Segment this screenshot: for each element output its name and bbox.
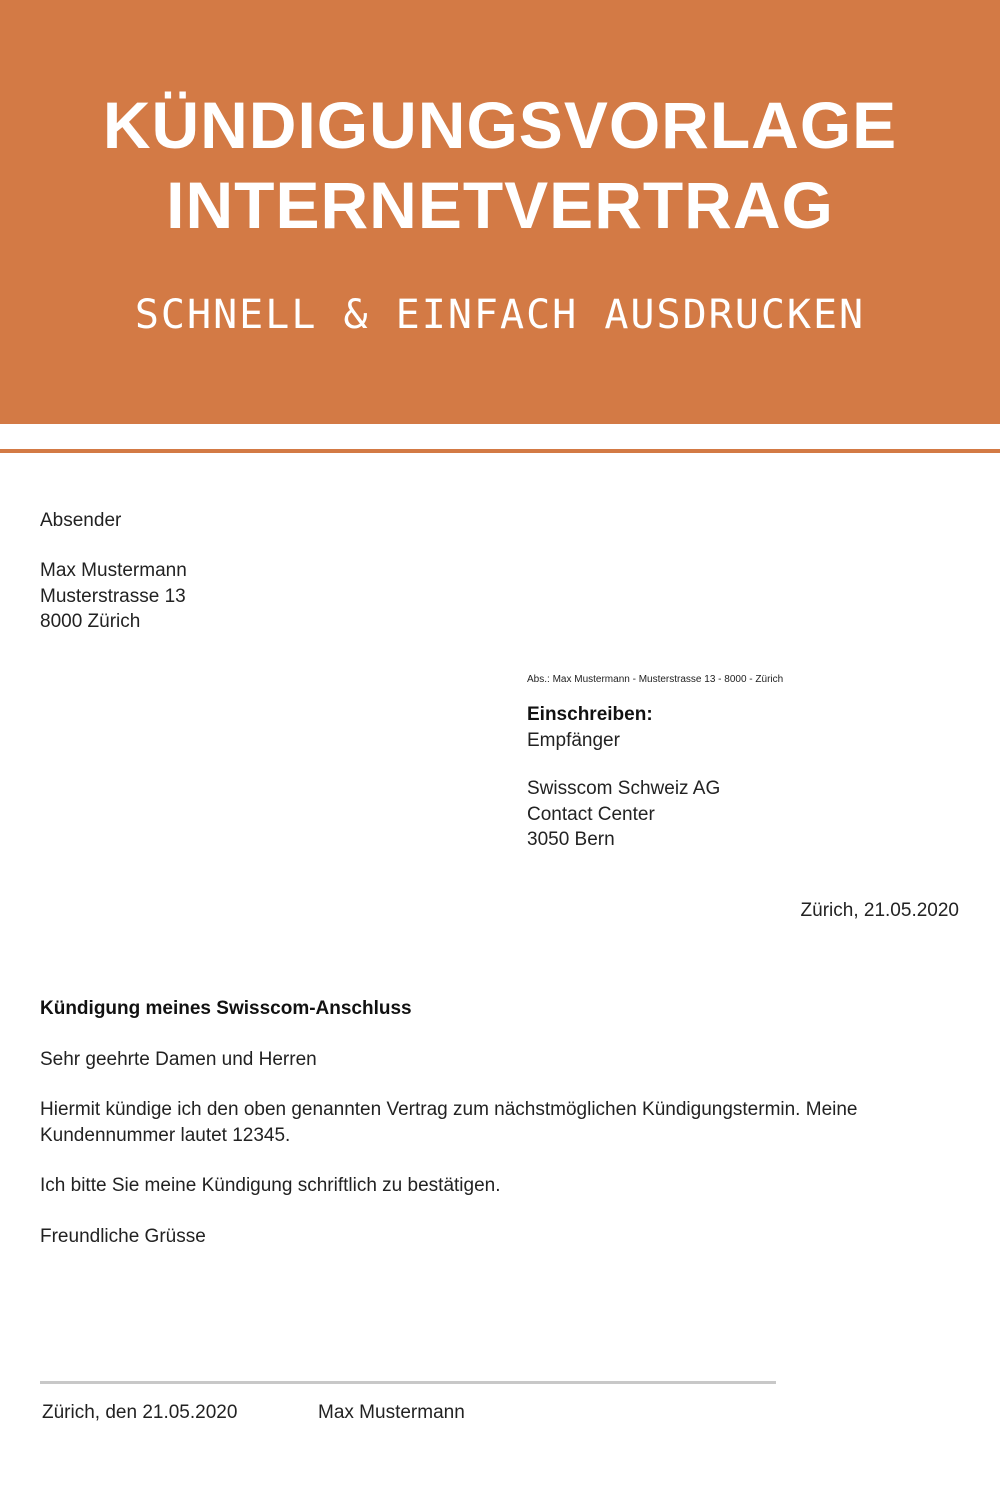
divider-line bbox=[0, 449, 1000, 453]
recipient-address bbox=[527, 776, 720, 853]
recipient-city: 3050 Bern bbox=[527, 829, 615, 850]
recipient-department: Contact Center bbox=[527, 803, 655, 825]
sender-name: Max Mustermann bbox=[40, 560, 187, 581]
body-paragraph-1: Hiermit kündige ich den oben genannten Vertrag zum nächstmöglichen Kündigungstermin. Meine Kundennummer lautet 12345. bbox=[40, 1099, 858, 1146]
recipient-label: Empfänger bbox=[527, 729, 620, 751]
sender-address bbox=[40, 558, 187, 635]
sender-city: 8000 Zürich bbox=[40, 611, 141, 632]
delivery-type: Einschreiben: bbox=[527, 704, 653, 725]
recipient-company: Swisscom Schweiz AG bbox=[527, 778, 721, 799]
salutation: Sehr geehrte Damen und Herren bbox=[40, 1049, 317, 1070]
closing: Freundliche Grüsse bbox=[40, 1226, 206, 1247]
return-address: Abs.: Max Mustermann - Musterstrasse 13 - 8000 - Zürich bbox=[527, 674, 784, 685]
subject-line: Kündigung meines Swisscom-Anschluss bbox=[40, 998, 412, 1019]
title-line-2: INTERNETVERTRAG bbox=[166, 168, 834, 242]
sender-label: Absender bbox=[40, 510, 122, 531]
date-line: Zürich, 21.05.2020 bbox=[800, 900, 959, 921]
subtitle: SCHNELL & EINFACH AUSDRUCKEN bbox=[134, 292, 866, 338]
body-paragraph-2: Ich bitte Sie meine Kündigung schriftlich zu bestätigen. bbox=[40, 1175, 501, 1196]
signature-place-date: Zürich, den 21.05.2020 bbox=[42, 1402, 238, 1423]
recipient-header bbox=[527, 702, 653, 753]
title-line-1: KÜNDIGUNGSVORLAGE bbox=[102, 88, 898, 162]
sender-street: Musterstrasse 13 bbox=[40, 585, 186, 607]
header-banner bbox=[0, 0, 1000, 424]
signature-line bbox=[40, 1381, 776, 1384]
signature-name: Max Mustermann bbox=[318, 1402, 465, 1423]
